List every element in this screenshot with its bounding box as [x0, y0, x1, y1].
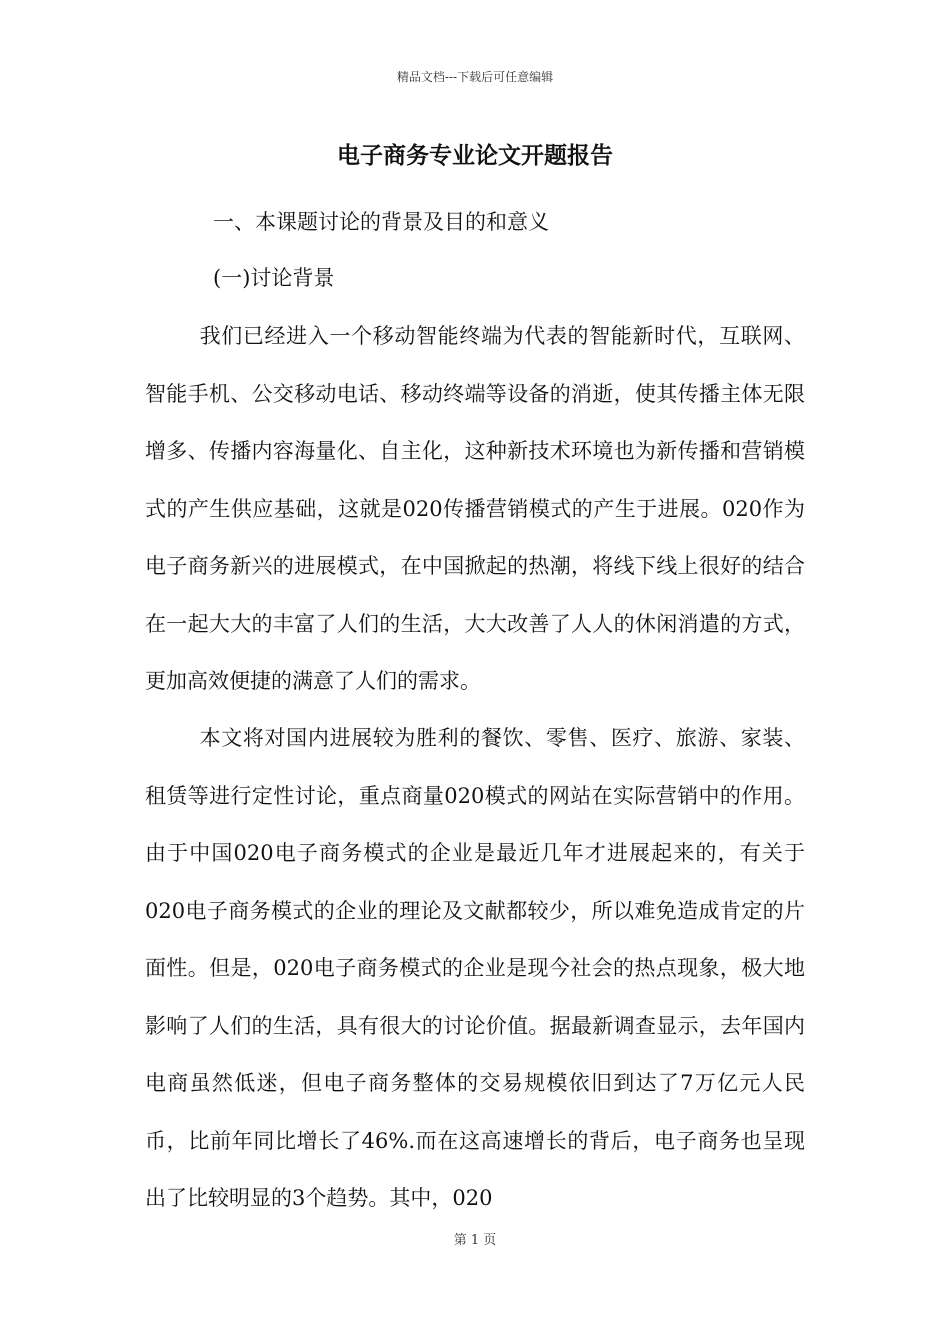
body-paragraph: 我们已经进入一个移动智能终端为代表的智能新时代，互联网、智能手机、公交移动电话、移动终端等设备的消逝，使其传播主体无限增多、传播内容海量化、自主化，这种新技术环境也为新传播和营销模式的产生供应基础，这就是020传播营销模式的产生于进展。020作为电子商务新兴的进展模式，在中国掀起的热潮，将线下线上很好的结合在一起大大的丰富了人们的生活，大大改善了人人的休闲消遣的方式，更加高效便捷的满意了人们的需求。	[145, 324, 805, 693]
section-heading: 一、本课题讨论的背景及目的和意义	[213, 210, 549, 234]
body-paragraph: 本文将对国内进展较为胜利的餐饮、零售、医疗、旅游、家装、租赁等进行定性讨论，重点商量020模式的网站在实际营销中的作用。由于中国020电子商务模式的企业是最近几年才进展起来的，有关于020电子商务模式的企业的理论及文献都较少，所以难免造成肯定的片面性。但是，020电子商务模式的企业是现今社会的热点现象，极大地影响了人们的生活，具有很大的讨论价值。据最新调查显示，去年国内电商虽然低迷，但电子商务整体的交易规模依旧到达了7万亿元人民币，比前年同比增长了46%.而在这高速增长的背后，电子商务也呈现出了比较明显的3个趋势。其中，020	[145, 726, 805, 1210]
page-number: 第 1 页	[453, 1233, 497, 1248]
subsection-heading: (一)讨论背景	[213, 266, 335, 290]
document-title: 电子商务专业论文开题报告	[337, 142, 613, 169]
running-header: 精品文档---下载后可任意编辑	[396, 70, 554, 84]
